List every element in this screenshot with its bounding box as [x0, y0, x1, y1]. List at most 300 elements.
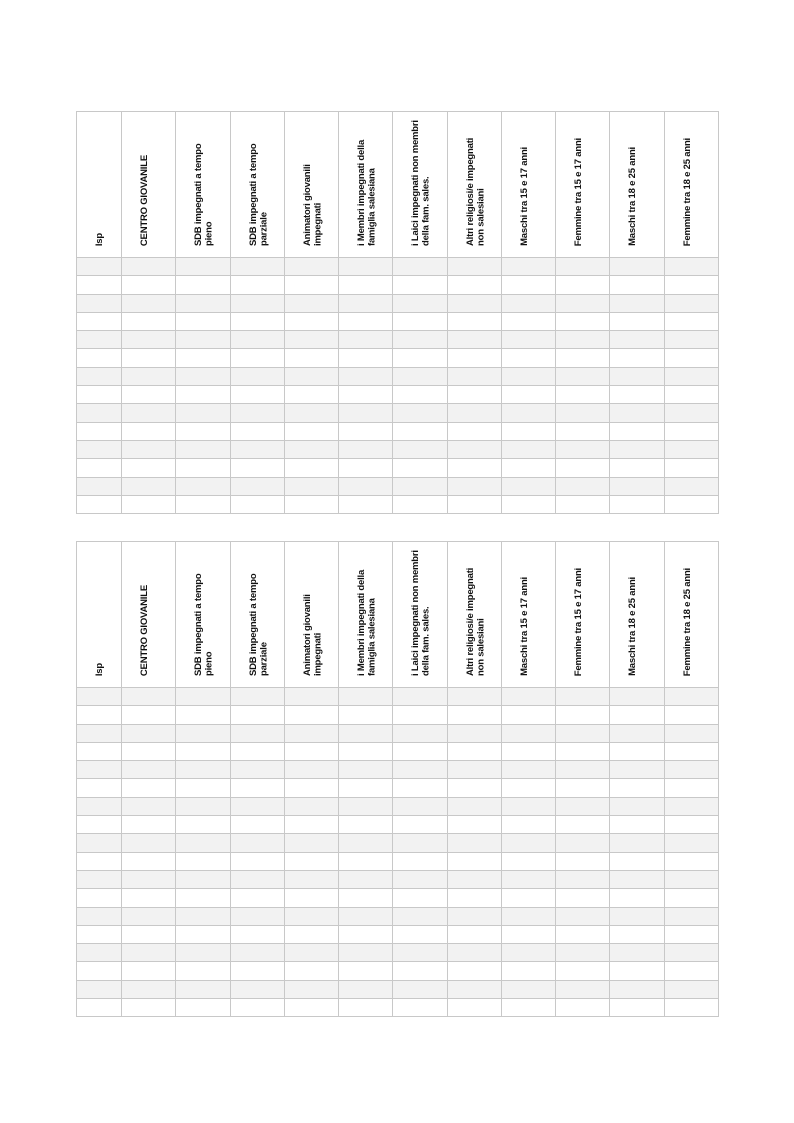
column-header-label: CENTRO GIOVANILE [139, 154, 151, 246]
table-cell [339, 477, 393, 495]
table-cell [230, 386, 284, 404]
table-cell [176, 386, 230, 404]
column-header-label: Maschi tra 15 e 17 anni [518, 147, 530, 246]
table-cell [393, 477, 447, 495]
table-cell [77, 367, 122, 385]
table-cell [230, 706, 284, 724]
table-row [77, 404, 719, 422]
table-cell [122, 422, 176, 440]
table-cell [230, 742, 284, 760]
table-cell [122, 724, 176, 742]
table-cell [339, 980, 393, 998]
table-cell [447, 779, 501, 797]
table-cell [393, 742, 447, 760]
table-cell [447, 367, 501, 385]
table-cell [339, 258, 393, 276]
table-cell [176, 422, 230, 440]
table-cell [447, 477, 501, 495]
table-cell [664, 852, 718, 870]
column-header [284, 112, 338, 258]
table-cell [393, 706, 447, 724]
table-cell [610, 706, 664, 724]
column-header [393, 112, 447, 258]
table-cell [447, 459, 501, 477]
table-cell [501, 980, 555, 998]
table-cell [339, 852, 393, 870]
column-header-label: Femmine tra 18 e 25 anni [681, 567, 693, 676]
column-header-label: i Laici impegnati non membri della fam. sales. [410, 120, 432, 246]
table-cell [230, 962, 284, 980]
table-cell [556, 999, 610, 1017]
table-cell [501, 925, 555, 943]
table-cell [77, 999, 122, 1017]
table-cell [447, 944, 501, 962]
table-cell [284, 459, 338, 477]
table-cell [339, 870, 393, 888]
table-cell [284, 816, 338, 834]
table-cell [339, 331, 393, 349]
table-row [77, 276, 719, 294]
table-cell [610, 258, 664, 276]
table-cell [230, 294, 284, 312]
table-cell [284, 294, 338, 312]
table-cell [122, 852, 176, 870]
column-header-label: Animatori giovanili impegnati [301, 594, 324, 676]
table-cell [447, 870, 501, 888]
table-row [77, 834, 719, 852]
table-cell [501, 852, 555, 870]
table-cell [176, 962, 230, 980]
table-cell [610, 331, 664, 349]
table-cell [339, 688, 393, 706]
table-row [77, 962, 719, 980]
table-cell [393, 852, 447, 870]
table-cell [610, 404, 664, 422]
table-cell [664, 312, 718, 330]
table-cell [664, 724, 718, 742]
table-cell [122, 779, 176, 797]
table-cell [664, 834, 718, 852]
table-cell [339, 386, 393, 404]
table-cell [284, 852, 338, 870]
table-cell [556, 962, 610, 980]
table-cell [230, 459, 284, 477]
table-cell [122, 258, 176, 276]
table-cell [339, 761, 393, 779]
table-row [77, 312, 719, 330]
table-cell [664, 404, 718, 422]
table-cell [501, 889, 555, 907]
table-cell [77, 870, 122, 888]
table-cell [664, 495, 718, 513]
table-cell [556, 797, 610, 815]
table-cell [556, 706, 610, 724]
table-cell [664, 779, 718, 797]
column-header-label: Femmine tra 18 e 25 anni [681, 137, 693, 246]
table-cell [176, 925, 230, 943]
table-cell [339, 944, 393, 962]
table-cell [556, 907, 610, 925]
table-cell [556, 925, 610, 943]
table-row [77, 349, 719, 367]
table-cell [230, 440, 284, 458]
table-cell [122, 761, 176, 779]
table-row [77, 367, 719, 385]
table-cell [501, 962, 555, 980]
table-cell [176, 742, 230, 760]
table-cell [501, 258, 555, 276]
column-header [664, 112, 718, 258]
table-cell [556, 834, 610, 852]
table-row [77, 258, 719, 276]
table-cell [501, 761, 555, 779]
table-cell [77, 331, 122, 349]
table-cell [393, 331, 447, 349]
table-cell [230, 980, 284, 998]
table-cell [77, 404, 122, 422]
table-row [77, 294, 719, 312]
table-cell [393, 870, 447, 888]
table-cell [339, 367, 393, 385]
table-cell [501, 834, 555, 852]
table-cell [556, 495, 610, 513]
table-cell [122, 331, 176, 349]
table-cell [501, 779, 555, 797]
table-cell [339, 797, 393, 815]
table-cell [77, 816, 122, 834]
table-cell [77, 706, 122, 724]
table-cell [610, 440, 664, 458]
table-cell [284, 404, 338, 422]
table-row [77, 422, 719, 440]
table-cell [447, 852, 501, 870]
table-cell [77, 495, 122, 513]
table-cell [610, 312, 664, 330]
table-cell [230, 907, 284, 925]
table-cell [664, 761, 718, 779]
table-cell [122, 816, 176, 834]
table-row [77, 742, 719, 760]
table-cell [230, 258, 284, 276]
table-cell [610, 797, 664, 815]
table-cell [122, 944, 176, 962]
table-row [77, 724, 719, 742]
table-cell [447, 907, 501, 925]
table-cell [230, 816, 284, 834]
table-cell [556, 980, 610, 998]
table-cell [77, 724, 122, 742]
table-cell [501, 724, 555, 742]
table-cell [447, 761, 501, 779]
table-cell [77, 386, 122, 404]
table-cell [610, 367, 664, 385]
table-cell [556, 349, 610, 367]
table-cell [339, 440, 393, 458]
table-cell [77, 312, 122, 330]
table-cell [393, 816, 447, 834]
table-cell [176, 688, 230, 706]
table-cell [501, 999, 555, 1017]
table-cell [230, 889, 284, 907]
table-cell [447, 834, 501, 852]
table-cell [77, 852, 122, 870]
table-cell [230, 834, 284, 852]
table-cell [339, 999, 393, 1017]
column-header [230, 542, 284, 688]
table-cell [77, 834, 122, 852]
table-cell [284, 834, 338, 852]
table-cell [664, 925, 718, 943]
table-cell [664, 889, 718, 907]
table-cell [393, 834, 447, 852]
table-cell [447, 404, 501, 422]
table-cell [610, 761, 664, 779]
column-header [339, 542, 393, 688]
table-cell [230, 276, 284, 294]
table-cell [447, 797, 501, 815]
table-cell [284, 999, 338, 1017]
header-row [77, 542, 719, 688]
table-cell [447, 742, 501, 760]
table-cell [664, 349, 718, 367]
table-cell [122, 367, 176, 385]
column-header-label: Femmine tra 15 e 17 anni [573, 137, 585, 246]
table-cell [664, 870, 718, 888]
column-header [230, 112, 284, 258]
table-cell [77, 925, 122, 943]
table-cell [77, 422, 122, 440]
table-cell [447, 980, 501, 998]
table-cell [284, 889, 338, 907]
table-cell [77, 889, 122, 907]
table-cell [393, 925, 447, 943]
table-cell [664, 944, 718, 962]
table-cell [664, 688, 718, 706]
table-cell [501, 870, 555, 888]
table-cell [339, 834, 393, 852]
table-cell [610, 980, 664, 998]
table-cell [339, 495, 393, 513]
table-cell [447, 422, 501, 440]
table-cell [230, 331, 284, 349]
column-header-label: Maschi tra 18 e 25 anni [627, 577, 639, 676]
table-row [77, 477, 719, 495]
table-row [77, 852, 719, 870]
table-cell [339, 742, 393, 760]
table-row [77, 495, 719, 513]
table-cell [664, 276, 718, 294]
table-cell [176, 797, 230, 815]
table-cell [339, 889, 393, 907]
table-cell [393, 422, 447, 440]
table-cell [77, 779, 122, 797]
column-header-label: Altri religiosi/e impegnati non salesiani [464, 137, 487, 246]
column-header-label: i Laici impegnati non membri della fam. sales. [410, 550, 432, 676]
table-cell [122, 294, 176, 312]
table-cell [284, 422, 338, 440]
table-cell [501, 367, 555, 385]
table-cell [610, 816, 664, 834]
column-header [556, 542, 610, 688]
table-cell [122, 962, 176, 980]
table-cell [664, 331, 718, 349]
table-cell [393, 459, 447, 477]
table-cell [122, 312, 176, 330]
table-cell [339, 724, 393, 742]
column-header [501, 112, 555, 258]
table-cell [447, 312, 501, 330]
table-cell [501, 331, 555, 349]
table-cell [447, 816, 501, 834]
table-cell [664, 477, 718, 495]
table-cell [284, 349, 338, 367]
table-cell [610, 422, 664, 440]
table-cell [284, 925, 338, 943]
table-cell [556, 459, 610, 477]
table-cell [556, 761, 610, 779]
table-cell [230, 688, 284, 706]
table-cell [284, 495, 338, 513]
table-cell [664, 907, 718, 925]
table-cell [230, 761, 284, 779]
table-cell [556, 312, 610, 330]
table-cell [339, 779, 393, 797]
table-cell [284, 980, 338, 998]
table-cell [176, 440, 230, 458]
table-cell [122, 349, 176, 367]
table-cell [122, 925, 176, 943]
table-cell [339, 404, 393, 422]
table-cell [556, 889, 610, 907]
table-cell [556, 276, 610, 294]
column-header [284, 542, 338, 688]
table-cell [501, 349, 555, 367]
table-cell [664, 816, 718, 834]
table-cell [556, 816, 610, 834]
table-cell [122, 999, 176, 1017]
column-header [77, 542, 122, 688]
table-cell [77, 797, 122, 815]
table-cell [339, 349, 393, 367]
table-cell [176, 816, 230, 834]
table-cell [664, 258, 718, 276]
table-row [77, 706, 719, 724]
table-cell [77, 459, 122, 477]
table-cell [501, 386, 555, 404]
table-cell [77, 962, 122, 980]
table-cell [176, 724, 230, 742]
table-cell [610, 294, 664, 312]
table-cell [393, 294, 447, 312]
table-cell [610, 495, 664, 513]
table-row [77, 779, 719, 797]
table-cell [230, 870, 284, 888]
table-cell [339, 312, 393, 330]
table-cell [230, 944, 284, 962]
table-cell [447, 386, 501, 404]
table-cell [610, 944, 664, 962]
table-cell [610, 870, 664, 888]
table-cell [447, 294, 501, 312]
table-cell [230, 477, 284, 495]
table-row [77, 331, 719, 349]
table-cell [176, 870, 230, 888]
column-header-label: Isp [94, 232, 105, 246]
column-header-label: SDB impegnati a tempo pieno [193, 573, 215, 676]
table-cell [556, 852, 610, 870]
table-cell [176, 779, 230, 797]
table-cell [122, 980, 176, 998]
table-cell [230, 925, 284, 943]
column-header-label: Altri religiosi/e impegnati non salesiani [464, 567, 487, 676]
table-cell [664, 386, 718, 404]
table-cell [230, 404, 284, 422]
column-header [447, 542, 501, 688]
column-header-label: SDB impegnati a tempo parziale [247, 143, 270, 246]
table-cell [556, 742, 610, 760]
table-cell [556, 367, 610, 385]
table-cell [122, 440, 176, 458]
table-cell [393, 779, 447, 797]
table-cell [664, 422, 718, 440]
table-cell [284, 312, 338, 330]
header-row [77, 112, 719, 258]
table-cell [447, 349, 501, 367]
table-cell [393, 962, 447, 980]
table-cell [610, 386, 664, 404]
table-cell [176, 349, 230, 367]
table-cell [610, 999, 664, 1017]
table-cell [230, 724, 284, 742]
table-cell [447, 962, 501, 980]
table-cell [393, 495, 447, 513]
table-cell [339, 962, 393, 980]
table-cell [176, 276, 230, 294]
table-cell [339, 816, 393, 834]
column-header-label: Animatori giovanili impegnati [301, 164, 324, 246]
column-header [610, 112, 664, 258]
table-cell [610, 459, 664, 477]
table-cell [339, 459, 393, 477]
table-cell [284, 779, 338, 797]
table-cell [556, 331, 610, 349]
table-cell [339, 706, 393, 724]
table-cell [339, 276, 393, 294]
table-cell [501, 495, 555, 513]
column-header-label: Maschi tra 18 e 25 anni [627, 147, 639, 246]
table-row [77, 797, 719, 815]
table-cell [664, 980, 718, 998]
table-cell [284, 258, 338, 276]
table-cell [284, 761, 338, 779]
table-cell [122, 495, 176, 513]
table-cell [393, 367, 447, 385]
table-cell [610, 742, 664, 760]
column-header [122, 112, 176, 258]
table-cell [176, 889, 230, 907]
table-cell [501, 276, 555, 294]
table-cell [77, 980, 122, 998]
table-cell [393, 349, 447, 367]
table-cell [284, 386, 338, 404]
table-cell [501, 907, 555, 925]
table-cell [339, 925, 393, 943]
table-cell [610, 907, 664, 925]
column-header [77, 112, 122, 258]
table-cell [393, 258, 447, 276]
table-cell [610, 724, 664, 742]
table-cell [556, 422, 610, 440]
